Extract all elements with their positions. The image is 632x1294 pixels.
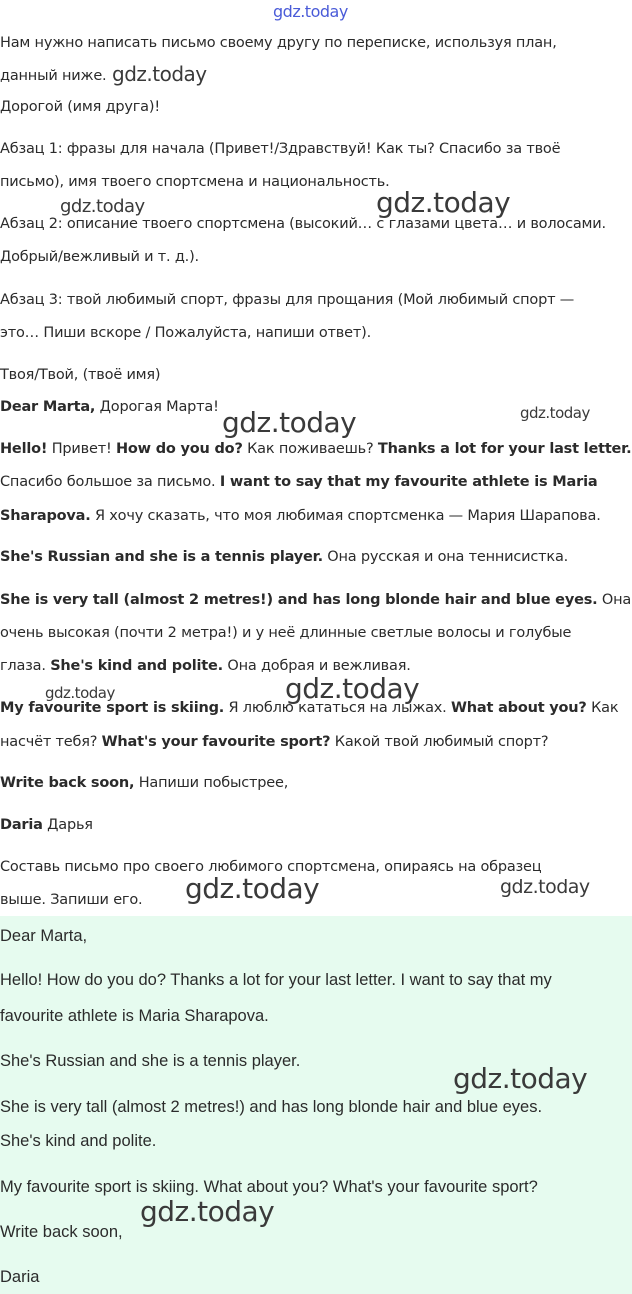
watermark: gdz.today: [453, 1062, 588, 1095]
sample-line-10: [0, 726, 632, 759]
sample-line-4: [0, 500, 632, 533]
answer-line-2: Hello! How do you do? Thanks a lot for your last letter. I want to say that my: [0, 971, 552, 989]
task-intro-line-1: Нам нужно написать письмо своему другу по переписке, используя план,: [0, 35, 557, 51]
watermark-top: gdz.today: [273, 2, 348, 21]
sample-ru: Она добрая и вежливая.: [222, 658, 411, 674]
task-paragraph-2-line-2: Добрый/вежливый и т. д.).: [0, 249, 199, 265]
task-greeting: Дорогой (имя друга)!: [0, 99, 160, 115]
sample-en: Dear Marta,: [0, 399, 96, 415]
sample-en: She's kind and polite.: [50, 658, 223, 674]
watermark: gdz.today: [185, 872, 320, 905]
sample-en: Write back soon,: [0, 775, 135, 791]
sample-line-11: [0, 767, 632, 800]
watermark: gdz.today: [140, 1195, 275, 1228]
task-intro-line-2: данный ниже.: [0, 68, 107, 84]
answer-line-4: She's Russian and she is a tennis player.: [0, 1052, 301, 1070]
sample-en: My favourite sport is skiing.: [0, 700, 225, 716]
watermark: gdz.today: [520, 404, 590, 422]
sample-ru: Напиши побыстрее,: [134, 775, 289, 791]
sample-ru: Как: [586, 700, 619, 716]
task-paragraph-1-line-2: письмо), имя твоего спортсмена и национальность.: [0, 174, 390, 190]
answer-line-7: My favourite sport is skiing. What about you? What's your favourite sport?: [0, 1178, 538, 1196]
sample-en: She is very tall (almost 2 metres!) and has long blonde hair and blue eyes.: [0, 592, 598, 608]
sample-ru: глаза.: [0, 658, 51, 674]
answer-line-8: Write back soon,: [0, 1223, 123, 1241]
watermark: gdz.today: [285, 672, 420, 705]
sample-ru: Дорогая Марта!: [95, 399, 219, 415]
sample-ru: очень высокая (почти 2 метра!) и у неё длинные светлые волосы и голубые: [0, 625, 572, 641]
sample-en: Thanks a lot for your last letter.: [377, 441, 632, 457]
sample-line-5: [0, 541, 632, 574]
sample-en: Hello!: [0, 441, 48, 457]
instruction-line-1: Составь письмо про своего любимого спортсмена, опираясь на образец: [0, 859, 542, 875]
sample-en: She's Russian and she is a tennis player.: [0, 549, 323, 565]
sample-en: Sharapova.: [0, 508, 91, 524]
sample-en: How do you do?: [115, 441, 243, 457]
watermark: gdz.today: [376, 186, 511, 219]
sample-ru: Привет!: [47, 441, 116, 457]
instruction-line-2: выше. Запиши его.: [0, 892, 143, 908]
sample-ru: Она русская и она теннисистка.: [322, 549, 569, 565]
answer-block: [0, 916, 632, 1294]
sample-en: What about you?: [450, 700, 587, 716]
sample-ru: Она: [597, 592, 632, 608]
sample-en: I want to say that my favourite athlete is Maria: [219, 474, 598, 490]
sample-ru: Я хочу сказать, что моя любимая спортсменка — Мария Шарапова.: [90, 508, 601, 524]
sample-line-6: [0, 584, 632, 617]
watermark: gdz.today: [112, 62, 207, 86]
watermark: gdz.today: [222, 406, 357, 439]
answer-line-1: Dear Marta,: [0, 927, 88, 945]
sample-en: Daria: [0, 817, 43, 833]
sample-en: What's your favourite sport?: [101, 734, 331, 750]
watermark: gdz.today: [45, 684, 115, 702]
watermark: gdz.today: [60, 196, 145, 217]
answer-line-3: favourite athlete is Maria Sharapova.: [0, 1007, 269, 1025]
sample-line-3: [0, 466, 632, 499]
sample-line-7: [0, 617, 632, 650]
task-paragraph-2-line-1: Абзац 2: описание твоего спортсмена (высокий… с глазами цвета… и волосами.: [0, 216, 606, 232]
task-paragraph-1-line-1: Абзац 1: фразы для начала (Привет!/Здравствуй! Как ты? Спасибо за твоё: [0, 141, 561, 157]
task-signoff: Твоя/Твой, (твоё имя): [0, 367, 161, 383]
sample-line-12: [0, 809, 632, 842]
task-paragraph-3-line-1: Абзац 3: твой любимый спорт, фразы для прощания (Мой любимый спорт —: [0, 292, 575, 308]
sample-ru: насчёт тебя?: [0, 734, 102, 750]
task-paragraph-3-line-2: это… Пиши вскоре / Пожалуйста, напиши ответ).: [0, 325, 371, 341]
answer-line-6: She's kind and polite.: [0, 1132, 157, 1150]
sample-ru: Какой твой любимый спорт?: [330, 734, 549, 750]
sample-ru: Дарья: [42, 817, 93, 833]
sample-ru: Я люблю кататься на лыжах.: [224, 700, 451, 716]
answer-line-9: Daria: [0, 1268, 40, 1286]
answer-line-5: She is very tall (almost 2 metres!) and has long blonde hair and blue eyes.: [0, 1098, 543, 1116]
sample-ru: Как поживаешь?: [242, 441, 378, 457]
watermark: gdz.today: [500, 876, 590, 898]
sample-ru: Спасибо большое за письмо.: [0, 474, 220, 490]
